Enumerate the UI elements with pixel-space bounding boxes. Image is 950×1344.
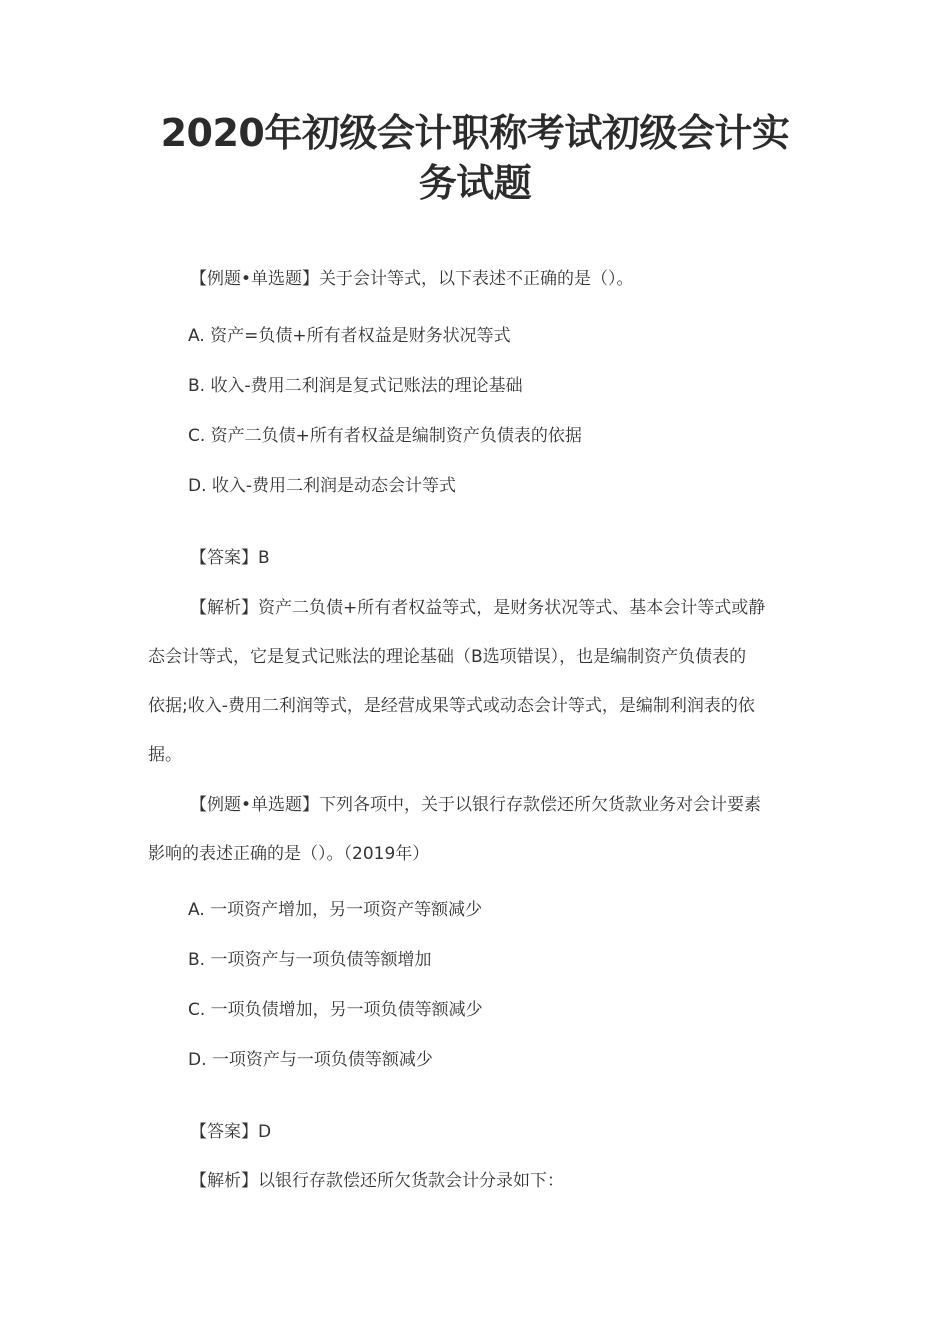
title-line-2: 务试题	[418, 161, 532, 205]
question-2-option-b: B. 一项资产与一项负债等额增加	[188, 950, 432, 970]
question-2-analysis: 【解析】以银行存款偿还所欠货款会计分录如下：	[190, 1171, 564, 1191]
question-1-analysis-line-4: 据。	[148, 745, 182, 765]
question-1-analysis-line-3: 依据;收入-费用二利润等式，是经营成果等式或动态会计等式，是编制利润表的依	[148, 696, 755, 716]
question-1-option-c: C. 资产二负债+所有者权益是编制资产负债表的依据	[188, 426, 582, 446]
question-1-answer: 【答案】B	[190, 548, 270, 568]
document-title	[100, 108, 850, 208]
question-2-stem-line-2: 影响的表述正确的是（）。（2019年）	[148, 844, 430, 864]
title-line-1: 2020年初级会计职称考试初级会计实	[160, 111, 790, 155]
question-2-stem-line-1: 【例题•单选题】下列各项中，关于以银行存款偿还所欠货款业务对会计要素	[190, 795, 762, 815]
question-1-stem: 【例题•单选题】关于会计等式，以下表述不正确的是（）。	[190, 269, 634, 289]
question-1-analysis-line-2: 态会计等式，它是复式记账法的理论基础（B选项错误），也是编制资产负债表的	[148, 647, 747, 667]
question-1-analysis-line-1: 【解析】资产二负债+所有者权益等式，是财务状况等式、基本会计等式或静	[190, 598, 766, 618]
question-2-option-c: C. 一项负债增加，另一项负债等额减少	[188, 1000, 483, 1020]
question-2-option-d: D. 一项资产与一项负债等额减少	[188, 1050, 433, 1070]
question-2-answer: 【答案】D	[190, 1122, 272, 1142]
question-1-option-d: D. 收入-费用二利润是动态会计等式	[188, 476, 457, 496]
question-1-option-a: A. 资产=负债+所有者权益是财务状况等式	[188, 326, 511, 346]
question-1-option-b: B. 收入-费用二利润是复式记账法的理论基础	[188, 376, 523, 396]
question-2-option-a: A. 一项资产增加，另一项资产等额减少	[188, 900, 483, 920]
